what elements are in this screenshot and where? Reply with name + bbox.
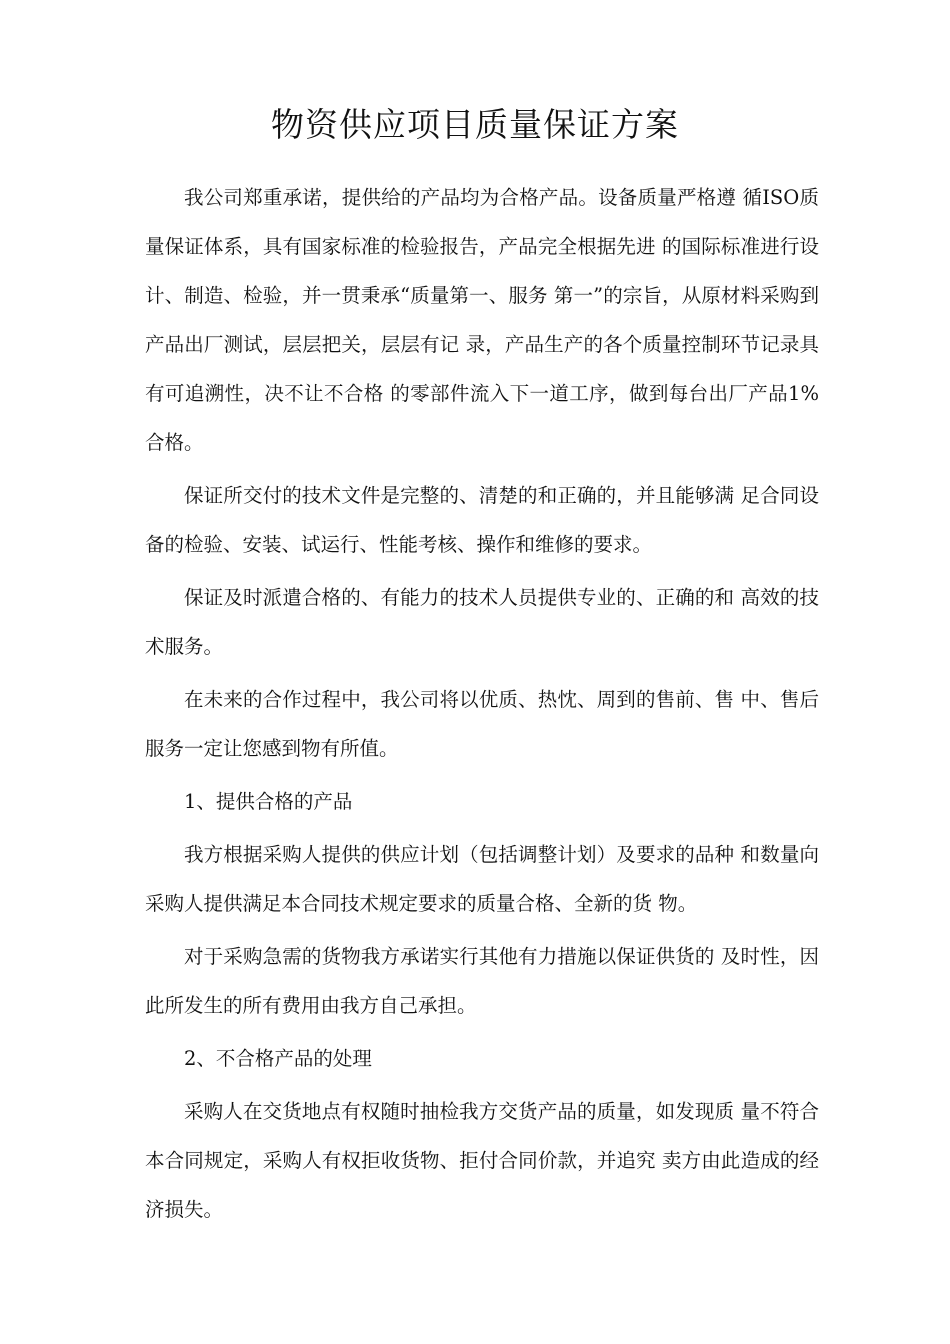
paragraph-supply-plan: 我方根据采购人提供的供应计划（包括调整计划）及要求的品种 和数量向采购人提供满足本合同技术规定要求的质量合格、全新的货 物。 bbox=[145, 843, 819, 915]
paragraph-inspection-rights: 采购人在交货地点有权随时抽检我方交货产品的质量，如发现质 量不符合本合同规定，采购人有权拒收货物、拒付合同价款，并追究 卖方由此造成的经济损失。 bbox=[145, 1100, 819, 1221]
paragraph-technical-staff: 保证及时派遣合格的、有能力的技术人员提供专业的、正确的和 高效的技术服务。 bbox=[145, 586, 819, 658]
section-heading-qualified-products: 1、提供合格的产品 bbox=[184, 790, 353, 813]
paragraph-urgent-supply: 对于采购急需的货物我方承诺实行其他有力措施以保证供货的 及时性，因此所发生的所有费用由我方自己承担。 bbox=[145, 945, 819, 1017]
document-title: 物资供应项目质量保证方案 bbox=[271, 105, 679, 144]
section-heading-nonconforming-products: 2、不合格产品的处理 bbox=[184, 1047, 372, 1070]
paragraph-service-promise: 在未来的合作过程中，我公司将以优质、热忱、周到的售前、售 中、售后服务一定让您感到物有所值。 bbox=[145, 688, 819, 760]
paragraph-quality-commitment: 我公司郑重承诺，提供给的产品均为合格产品。设备质量严格遵 循ISO质量保证体系，具有国家标准的检验报告，产品完全根据先进 的国际标准进行设计、制造、检验，并一贯秉承“质量第一、服务 第一”的宗旨，从原材料采购到产品出厂测试，层层把关，层层有记 录，产品生产的各个质量控制环节记录具有可追溯性，决不让不合格 的零部件流入下一道工序，做到每台出厂产品1%合格。 bbox=[145, 186, 819, 454]
document-body bbox=[145, 173, 819, 1238]
paragraph-technical-documents: 保证所交付的技术文件是完整的、清楚的和正确的，并且能够满 足合同设备的检验、安装、试运行、性能考核、操作和维修的要求。 bbox=[145, 484, 819, 556]
